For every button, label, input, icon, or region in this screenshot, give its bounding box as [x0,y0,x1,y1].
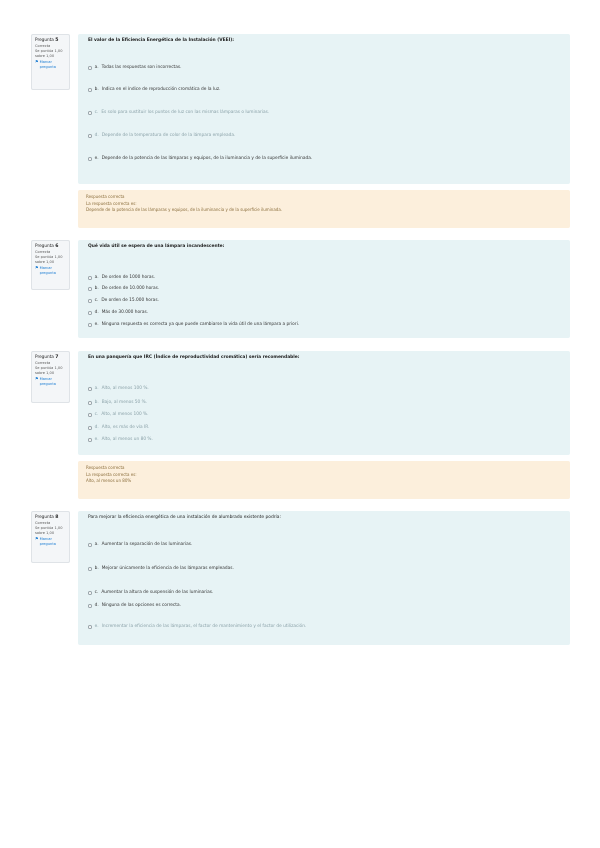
answer-option[interactable]: e. Incrementar la eficiencia de las lámparas, el factor de mantenimiento y el factor de utilización. [88,624,306,630]
answer-option[interactable]: c. Alto, al menos 100 %. [88,412,149,418]
question-body-6 [78,240,570,338]
question-score: Se puntúa 1,00 sobre 1,00 [35,366,63,376]
question-info-7 [31,351,70,403]
answer-option[interactable]: b. Bajo, al menos 50 %. [88,400,147,406]
radio-button[interactable] [88,299,92,303]
question-number: Pregunta 7 [35,354,59,360]
question-status: Correcta [35,521,51,525]
question-number: Pregunta 8 [35,514,59,520]
question-status: Correcta [35,44,51,48]
answer-option[interactable]: e. Depende de la potencia de las lámparas y equipos, de la iluminancia y de la superficie iluminada. [88,156,312,162]
radio-button[interactable] [88,543,92,547]
radio-button[interactable] [88,438,92,442]
question-score: Se puntúa 1,00 sobre 1,00 [35,526,63,536]
answer-option[interactable]: c. Es solo para sustituir los puntos de luz con las mismas lámparas o luminarias. [88,110,269,116]
question-score: Se puntúa 1,00 sobre 1,00 [35,49,63,59]
question-number: Pregunta 6 [35,243,59,249]
question-score: Se puntúa 1,00 sobre 1,00 [35,255,63,265]
answer-option[interactable]: d. Depende de la temperatura de color de la lámpara empleada. [88,133,235,139]
question-number: Pregunta 5 [35,37,59,43]
flag-question-link[interactable]: ⚑ Marcar pregunta [35,58,56,69]
answer-option[interactable]: a. De orden de 1000 horas. [88,275,155,281]
question-status: Correcta [35,361,51,365]
question-text: El valor de la Eficiencia Energética de la Instalación (VEEI): [88,38,234,43]
question-text: Qué vida útil se espera de una lámpara incandescente: [88,244,225,249]
answer-option[interactable]: e. Alto, al menos un 80 %. [88,437,153,443]
radio-button[interactable] [88,567,92,571]
answer-option[interactable]: b. De orden de 10.000 horas. [88,286,159,292]
question-body-7 [78,351,570,455]
question-text: Para mejorar la eficiencia energética de una instalación de alumbrado existente podría: [88,515,281,520]
feedback-answer: Depende de la potencia de las lámparas y equipos, de la iluminancia y de la superficie iluminada. [86,207,283,212]
radio-button[interactable] [88,276,92,280]
radio-button[interactable] [88,287,92,291]
feedback-title: Respuesta correcta [86,194,125,199]
question-status: Correcta [35,250,51,254]
radio-button[interactable] [88,413,92,417]
flag-icon: ⚑ [35,375,39,381]
question-info-6 [31,240,70,290]
question-body-5 [78,34,570,184]
radio-button[interactable] [88,401,92,405]
flag-question-link[interactable]: ⚑ Marcar pregunta [35,375,56,386]
feedback-answer: Alto, al menos un 80% [86,478,132,483]
answer-option[interactable]: a. Aumentar la separación de las luminarias. [88,542,192,548]
flag-icon: ⚑ [35,58,39,64]
answer-option[interactable]: b. Mejorar únicamente la eficiencia de las lámparas empleadas. [88,566,234,572]
answer-option[interactable]: b. Indica en el índice de reproducción cromática de la luz. [88,87,220,93]
feedback-panel-7 [78,461,570,499]
question-text: En una panquería que IRC (Índice de reproductividad cromática) sería recomendable: [88,355,300,360]
flag-question-link[interactable]: ⚑ Marcar pregunta [35,264,56,275]
feedback-title: Respuesta correcta [86,465,125,470]
radio-button[interactable] [88,66,92,70]
question-info-8 [31,511,70,563]
answer-option[interactable]: e. Ninguna respuesta es correcta ya que puede cambiarse la vida útil de una lámpara a priori. [88,322,299,328]
feedback-panel-5 [78,190,570,228]
question-info-5 [31,34,70,90]
radio-button[interactable] [88,88,92,92]
flag-icon: ⚑ [35,264,39,270]
radio-button[interactable] [88,604,92,608]
radio-button[interactable] [88,157,92,161]
radio-button[interactable] [88,625,92,629]
radio-button[interactable] [88,311,92,315]
answer-option[interactable]: a. Todas las respuestas son incorrectas. [88,65,181,71]
feedback-label: La respuesta correcta es: [86,471,137,477]
answer-option[interactable]: a. Alto, al menos 100 %. [88,386,149,392]
answer-option[interactable]: c. De orden de 15.000 horas. [88,298,159,304]
radio-button[interactable] [88,426,92,430]
radio-button[interactable] [88,591,92,595]
radio-button[interactable] [88,111,92,115]
radio-button[interactable] [88,387,92,391]
answer-option[interactable]: c. Aumentar la altura de suspensión de las luminarias. [88,590,213,596]
flag-icon: ⚑ [35,535,39,541]
feedback-label: La respuesta correcta es: [86,200,137,206]
radio-button[interactable] [88,134,92,138]
answer-option[interactable]: d. Alto, es más de vía IR. [88,425,149,431]
flag-question-link[interactable]: ⚑ Marcar pregunta [35,535,56,546]
answer-option[interactable]: d. Más de 30.000 horas. [88,310,148,316]
question-body-8 [78,511,570,645]
radio-button[interactable] [88,323,92,327]
answer-option[interactable]: d. Ninguna de las opciones es correcta. [88,603,181,609]
